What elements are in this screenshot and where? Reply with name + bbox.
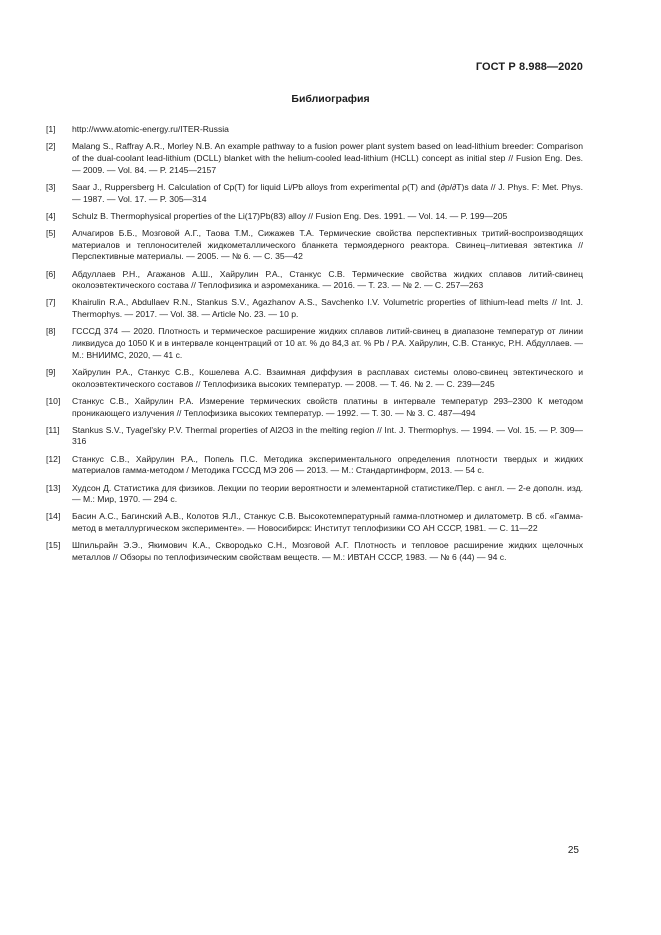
reference-item	[46, 540, 583, 563]
bibliography-title: Библиография	[291, 93, 370, 105]
reference-text: Stankus S.V., Tyagel'sky P.V. Thermal properties of Al2O3 in the melting region // Int. J. Thermophys. — 1994. — Vol. 15. — P. 309—316	[72, 424, 583, 447]
reference-item	[46, 269, 583, 292]
reference-text: Худсон Д. Статистика для физиков. Лекции по теории вероятности и элементарной статистике/Пер. с англ. — 2-е дополн. изд. — М.: Мир, 1970. — 294 с.	[72, 482, 583, 505]
reference-text: ГСССД 374 — 2020. Плотность и термическое расширение жидких сплавов литий-свинец в диапазоне температур от линии ликвидуса до 1050 К и в интервале концентраций от 10 ат. % до 84,3 ат. % Pb / Р.А. Хайрулин, С.В. Станкус, Р.Н. Абдуллаев. — М.: ВНИИМС, 2020, — 41 с.	[72, 326, 583, 360]
reference-number: [7]	[46, 297, 56, 308]
reference-text: Malang S., Raffray A.R., Morley N.B. An example pathway to a fusion power plant system based on lead-lithium breeder: Comparison of the dual-coolant lead-lithium (DCLL) blanket with the helium-cooled lead-lithium (HCLL) concept as initial step // Fusion Eng. Des. — 2009. — Vol. 84. — P. 2145—2157	[72, 141, 583, 175]
reference-item	[46, 454, 583, 477]
reference-item	[46, 367, 583, 390]
reference-number: [6]	[46, 268, 56, 279]
reference-item	[46, 425, 583, 448]
reference-text: Хайрулин Р.А., Станкус С.В., Кошелева А.С. Взаимная диффузия в расплавах системы олово-свинец эвтектического и околоэвтектического составов // Теплофизика высоких температур. — 2008. — Т. 46. № 2. — С. 239—245	[72, 366, 583, 389]
reference-number: [13]	[46, 482, 61, 493]
reference-text: Станкус С.В., Хайрулин Р.А. Измерение термических свойств платины в интервале температур 293–2300 К методом проникающего излучения // Теплофизика высоких температур. — 1992. — Т. 30. — № 3. С. 487—494	[72, 395, 583, 418]
reference-number: [4]	[46, 210, 56, 221]
reference-number: [5]	[46, 227, 56, 238]
reference-text: Saar J., Ruppersberg H. Calculation of Cp(T) for liquid Li/Pb alloys from experimental ρ(T) and (∂p/∂T)s data // J. Phys. F: Met. Phys. — 1987. — Vol. 17. — P. 305—314	[72, 181, 583, 204]
reference-item	[46, 228, 583, 263]
reference-item	[46, 124, 583, 136]
reference-text: Шпильрайн Э.Э., Якимович К.А., Сквородько С.Н., Мозговой А.Г. Плотность и тепловое расширение жидких щелочных металлов // Обзоры по теплофизическим свойствам веществ. — М.: ИВТАН СССР, 1983. — № 6 (44) — 94 с.	[72, 540, 583, 563]
reference-number: [1]	[46, 124, 56, 134]
reference-number: [3]	[46, 181, 56, 192]
reference-item	[46, 141, 583, 176]
reference-text: Басин А.С., Багинский А.В., Колотов Я.Л., Станкус С.В. Высокотемпературный гамма-плотномер и дилатометр. В сб. «Гамма-метод в металлургическом эксперименте». — Новосибирск: Институт теплофизики СО АН СССР, 1981. — С. 11—22	[72, 511, 583, 534]
page-number: 25	[567, 845, 579, 856]
reference-number: [15]	[46, 540, 61, 551]
reference-item	[46, 211, 583, 223]
reference-text: Khairulin R.A., Abdullaev R.N., Stankus S.V., Agazhanov A.S., Savchenko I.V. Volumetric properties of lithium-lead melts // Int. J. Thermophys. — 2017. — Vol. 38. — Article No. 23. — 10 p.	[72, 297, 583, 320]
reference-number: [11]	[46, 424, 60, 435]
document-code: ГОСТ Р 8.988—2020	[475, 61, 583, 73]
reference-number: [10]	[46, 395, 61, 406]
reference-number: [12]	[46, 453, 61, 464]
reference-item	[46, 511, 583, 534]
reference-number: [14]	[46, 511, 61, 522]
reference-text: http://www.atomic-energy.ru/ITER-Russia	[72, 124, 229, 134]
reference-item	[46, 326, 583, 361]
reference-text: Schulz B. Thermophysical properties of the Li(17)Pb(83) alloy // Fusion Eng. Des. 1991. — Vol. 14. — P. 199—205	[72, 210, 508, 221]
reference-text: Алчагиров Б.Б., Мозговой А.Г., Таова Т.М., Сижажев Т.А. Термические свойства перспективных тритий-воспроизводящих материалов и теплоносителей жидкометаллического бланкета термоядерного реактора. Свинец–литиевая эвтектика // Перспективные материалы. — 2005. — № 6. — С. 35—42	[72, 227, 583, 262]
reference-item	[46, 396, 583, 419]
reference-item	[46, 483, 583, 506]
reference-item	[46, 297, 583, 320]
reference-number: [2]	[46, 141, 56, 152]
reference-list	[46, 124, 583, 569]
reference-text: Станкус С.В., Хайрулин Р.А., Попель П.С. Методика экспериментального определения плотности твердых и жидких материалов гамма-методом / Методика ГСССД МЭ 206 — 2013. — М.: Стандартинформ, 2013. — 54 с.	[72, 453, 583, 476]
reference-text: Абдуллаев Р.Н., Агажанов А.Ш., Хайрулин Р.А., Станкус С.В. Термические свойства жидких сплавов литий-свинец околоэвтектического состава // Теплофизика и аэромеханика. — 2016. — Т. 23. — № 2. — С. 257—263	[72, 268, 583, 291]
reference-item	[46, 182, 583, 205]
reference-number: [8]	[46, 326, 56, 337]
reference-number: [9]	[46, 366, 56, 377]
